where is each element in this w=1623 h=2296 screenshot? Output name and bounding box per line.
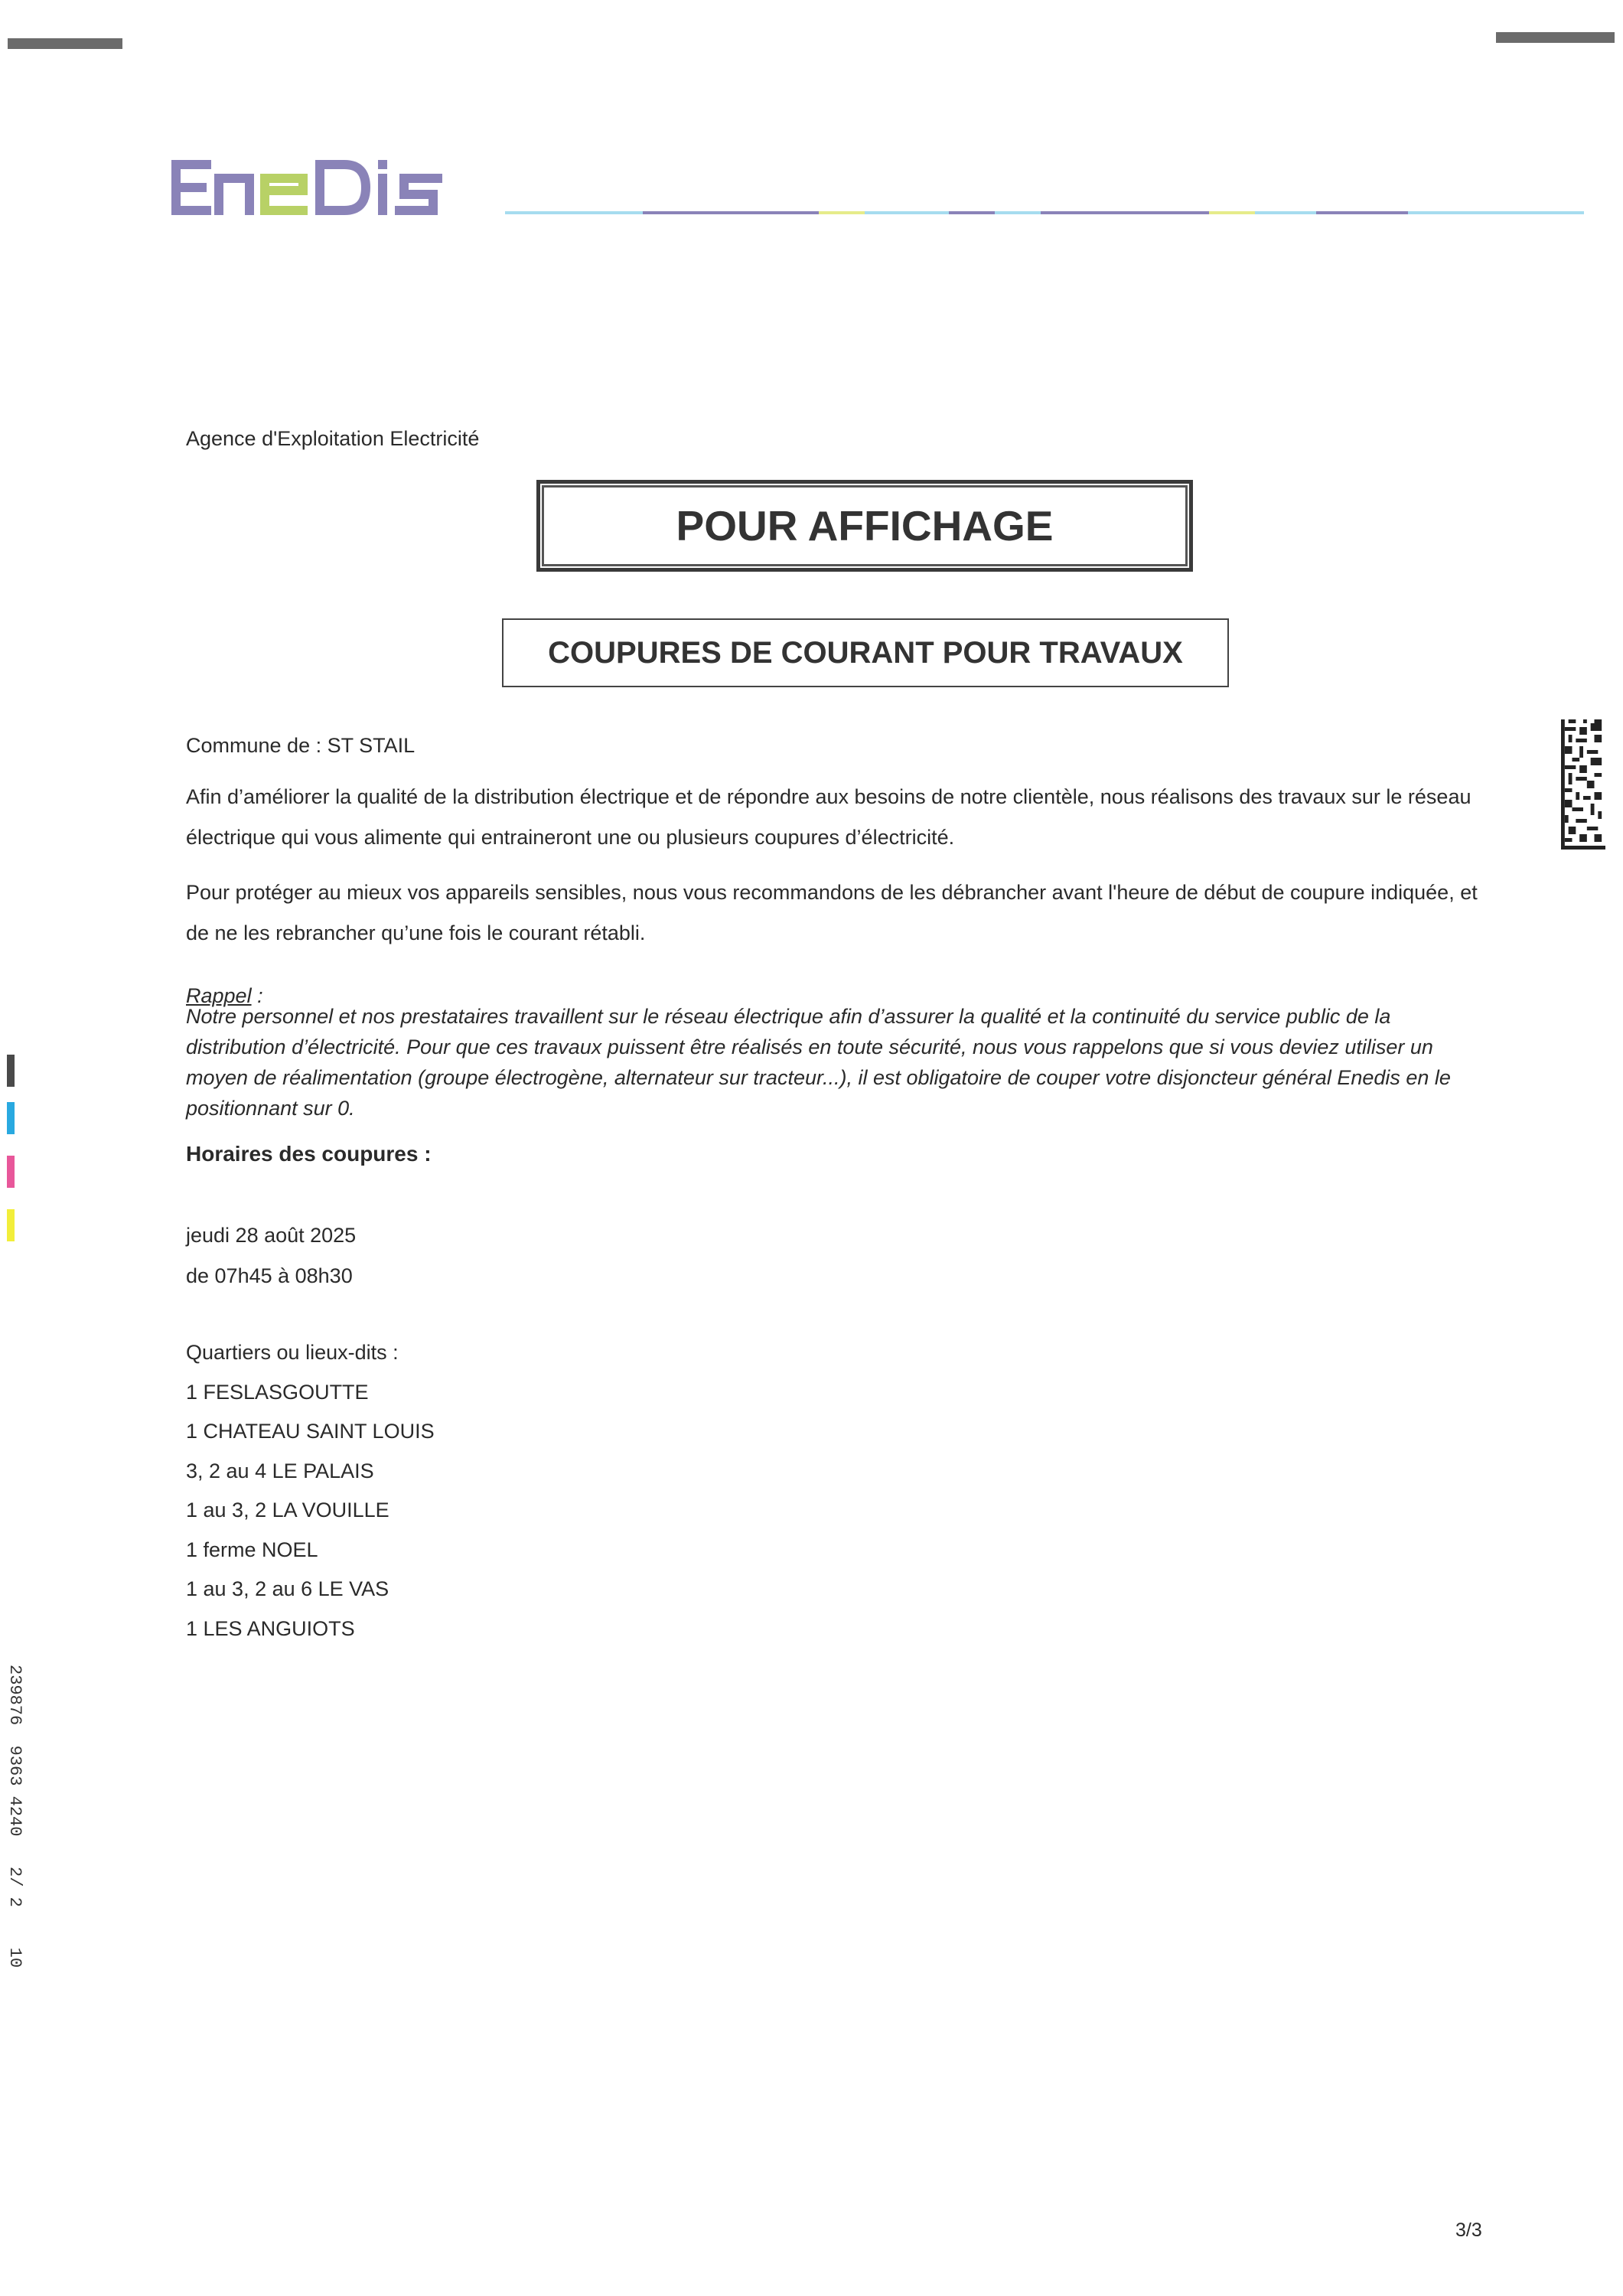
- page-number: 3/3: [1455, 2219, 1482, 2241]
- print-mark-black: [7, 1055, 15, 1087]
- datamatrix-code: [1561, 719, 1605, 850]
- horaires-heading: Horaires des coupures :: [186, 1142, 432, 1166]
- list-item: 1 FESLASGOUTTE: [186, 1380, 369, 1404]
- intro-paragraph: Afin d’améliorer la qualité de la distribution électrique et de répondre aux besoins de notre clientèle, nous réalisons des travaux sur le réseau électrique qui vous alimente qui entraineront une ou plusieurs coupures d’électricité.: [186, 785, 1471, 849]
- rappel-label: Rappel: [186, 984, 252, 1007]
- commune: Commune de : ST STAIL: [186, 734, 416, 757]
- enedis-logo: [170, 157, 484, 218]
- print-mark-yellow: [7, 1209, 15, 1241]
- list-item: 1 CHATEAU SAINT LOUIS: [186, 1420, 435, 1443]
- header-rule: [505, 211, 1584, 214]
- outage-time: de 07h45 à 08h30: [186, 1264, 353, 1287]
- outage-schedule: [186, 1215, 1487, 1296]
- scan-mark-right: [1496, 32, 1615, 43]
- scan-mark-left: [8, 38, 122, 49]
- print-mark-cyan: [7, 1102, 15, 1134]
- title-box: POUR AFFICHAGE: [536, 480, 1193, 572]
- outage-date: jeudi 28 août 2025: [186, 1224, 357, 1247]
- advice-paragraph: Pour protéger au mieux vos appareils sensibles, nous vous recommandons de les débrancher avant l'heure de début de coupure indiquée, et de ne les rebrancher qu’une fois le courant rétabli.: [186, 881, 1478, 944]
- list-item: 1 ferme NOEL: [186, 1538, 318, 1561]
- agency-name: Agence d'Exploitation Electricité: [186, 427, 480, 450]
- list-item: 1 au 3, 2 au 6 LE VAS: [186, 1577, 389, 1600]
- quartiers-list: [186, 1333, 435, 1649]
- list-item: 1 LES ANGUIOTS: [186, 1616, 355, 1640]
- list-item: 3, 2 au 4 LE PALAIS: [186, 1459, 374, 1482]
- print-mark-magenta: [7, 1156, 15, 1188]
- rappel-label-suffix: :: [251, 984, 263, 1007]
- side-tracking-code: 239876 9363 4240 2/ 2 10: [5, 1665, 24, 1968]
- quartiers-heading: Quartiers ou lieux-dits :: [186, 1341, 399, 1364]
- rappel-text: Notre personnel et nos prestataires travaillent sur le réseau électrique afin d’assurer la qualité et la continuité du service public de la distribution d’électricité. Pour que ces travaux puissent être réalisés en toute sécurité, nous vous rappelons que si vous deviez utiliser un moyen de réalimentation (groupe électrogène, alternateur sur tracteur...), il est obligatoire de couper votre disjoncteur général Enedis en le positionnant sur 0.: [186, 1005, 1451, 1120]
- subtitle-box: COUPURES DE COURANT POUR TRAVAUX: [502, 618, 1229, 687]
- list-item: 1 au 3, 2 LA VOUILLE: [186, 1499, 389, 1521]
